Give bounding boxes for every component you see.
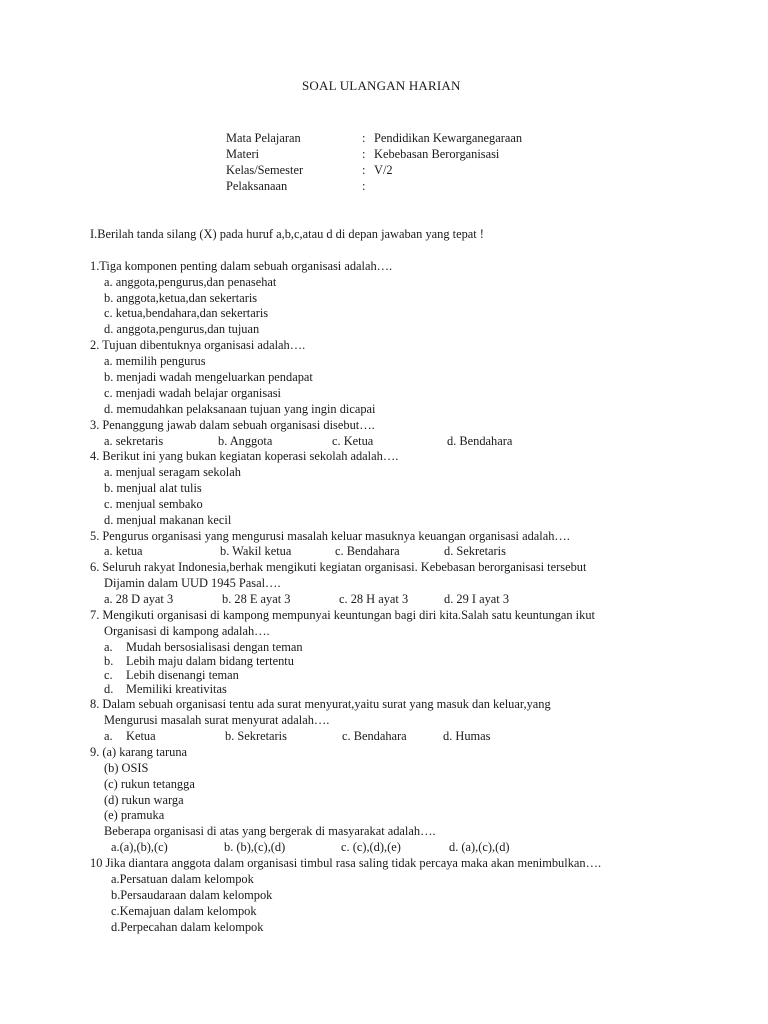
- answer-option: Lebih disenangi teman: [126, 668, 239, 682]
- answer-option: b.Persaudaraan dalam kelompok: [111, 888, 273, 902]
- answer-option: b. menjual alat tulis: [104, 481, 202, 495]
- answer-option: d. menjual makanan kecil: [104, 513, 232, 527]
- question-text: Dijamin dalam UUD 1945 Pasal….: [104, 576, 281, 590]
- info-label: Kelas/Semester: [226, 163, 304, 177]
- question-text: Organisasi di kampong adalah….: [104, 624, 270, 638]
- answer-option: c.Kemajuan dalam kelompok: [111, 904, 257, 918]
- answer-option: c. ketua,bendahara,dan sekertaris: [104, 306, 269, 320]
- answer-option: d. 29 I ayat 3: [444, 592, 510, 606]
- question-text: 1.Tiga komponen penting dalam sebuah organisasi adalah….: [90, 259, 393, 273]
- info-label: Materi: [226, 147, 260, 161]
- question-text: (b) OSIS: [104, 761, 149, 775]
- question-text: 8. Dalam sebuah organisasi tentu ada surat menyurat,yaitu surat yang masuk dan keluar,yang: [90, 697, 551, 711]
- answer-option: c. Bendahara: [335, 544, 400, 558]
- answer-option: Memiliki kreativitas: [126, 682, 227, 696]
- answer-option: c. Ketua: [332, 434, 374, 448]
- answer-letter: a.: [104, 640, 113, 654]
- answer-option: a. anggota,pengurus,dan penasehat: [104, 275, 277, 289]
- answer-option: b. anggota,ketua,dan sekertaris: [104, 291, 258, 305]
- answer-option: a. 28 D ayat 3: [104, 592, 174, 606]
- question-text: (c) rukun tetangga: [104, 777, 195, 791]
- info-label: Mata Pelajaran: [226, 131, 301, 145]
- answer-option: d. memudahkan pelaksanaan tujuan yang ingin dicapai: [104, 402, 376, 416]
- answer-option: a. sekretaris: [104, 434, 164, 448]
- answer-option: a.(a),(b),(c): [111, 840, 168, 854]
- answer-option: a. ketua: [104, 544, 143, 558]
- answer-letter: a.: [104, 729, 113, 743]
- answer-option: a.Persatuan dalam kelompok: [111, 872, 254, 886]
- info-separator: :: [362, 147, 366, 161]
- answer-option: d. Sekretaris: [444, 544, 506, 558]
- answer-option: d. Bendahara: [447, 434, 513, 448]
- answer-option: d.Perpecahan dalam kelompok: [111, 920, 264, 934]
- answer-option: c. menjual sembako: [104, 497, 203, 511]
- answer-option: b. Anggota: [218, 434, 273, 448]
- info-value: V/2: [374, 163, 393, 177]
- info-value: Pendidikan Kewarganegaraan: [374, 131, 523, 145]
- question-text: 7. Mengikuti organisasi di kampong mempunyai keuntungan bagi diri kita.Salah satu keuntungan ikut: [90, 608, 595, 622]
- answer-option: b. Sekretaris: [225, 729, 287, 743]
- question-text: 5. Pengurus organisasi yang mengurusi masalah keluar masuknya keuangan organisasi adalah….: [90, 529, 570, 543]
- info-label: Pelaksanaan: [226, 179, 288, 193]
- answer-option: Mudah bersosialisasi dengan teman: [126, 640, 303, 654]
- answer-option: b. (b),(c),(d): [224, 840, 286, 854]
- question-text: (d) rukun warga: [104, 793, 184, 807]
- question-text: Mengurusi masalah surat menyurat adalah….: [104, 713, 330, 727]
- info-separator: :: [362, 163, 366, 177]
- info-separator: :: [362, 131, 366, 145]
- question-text: Beberapa organisasi di atas yang bergerak di masyarakat adalah….: [104, 824, 436, 838]
- question-text: 9. (a) karang taruna: [90, 745, 188, 759]
- info-value: Kebebasan Berorganisasi: [374, 147, 500, 161]
- info-separator: :: [362, 179, 366, 193]
- answer-option: a. memilih pengurus: [104, 354, 206, 368]
- answer-option: c. Bendahara: [342, 729, 407, 743]
- answer-letter: d.: [104, 682, 114, 696]
- answer-option: c. (c),(d),(e): [341, 840, 401, 854]
- answer-option: d. Humas: [443, 729, 491, 743]
- answer-letter: c.: [104, 668, 113, 682]
- answer-option: Lebih maju dalam bidang tertentu: [126, 654, 294, 668]
- answer-option: b. 28 E ayat 3: [222, 592, 291, 606]
- answer-option: Ketua: [126, 729, 156, 743]
- answer-option: c. 28 H ayat 3: [339, 592, 409, 606]
- answer-option: b. Wakil ketua: [220, 544, 292, 558]
- answer-option: a. menjual seragam sekolah: [104, 465, 241, 479]
- question-text: 4. Berikut ini yang bukan kegiatan koperasi sekolah adalah….: [90, 449, 399, 463]
- answer-letter: b.: [104, 654, 114, 668]
- answer-option: d. (a),(c),(d): [449, 840, 510, 854]
- answer-option: c. menjadi wadah belajar organisasi: [104, 386, 281, 400]
- question-text: 6. Seluruh rakyat Indonesia,berhak mengikuti kegiatan organisasi. Kebebasan berorganisasi tersebut: [90, 560, 587, 574]
- question-text: 10 Jika diantara anggota dalam organisasi timbul rasa saling tidak percaya maka akan menimbulkan….: [90, 856, 602, 870]
- page-title: SOAL ULANGAN HARIAN: [302, 78, 461, 93]
- answer-option: b. menjadi wadah mengeluarkan pendapat: [104, 370, 313, 384]
- answer-option: d. anggota,pengurus,dan tujuan: [104, 322, 260, 336]
- question-text: 2. Tujuan dibentuknya organisasi adalah….: [90, 338, 306, 352]
- question-text: 3. Penanggung jawab dalam sebuah organisasi disebut….: [90, 418, 375, 432]
- question-text: (e) pramuka: [104, 808, 165, 822]
- instruction: I.Berilah tanda silang (X) pada huruf a,b,c,atau d di depan jawaban yang tepat !: [90, 227, 484, 241]
